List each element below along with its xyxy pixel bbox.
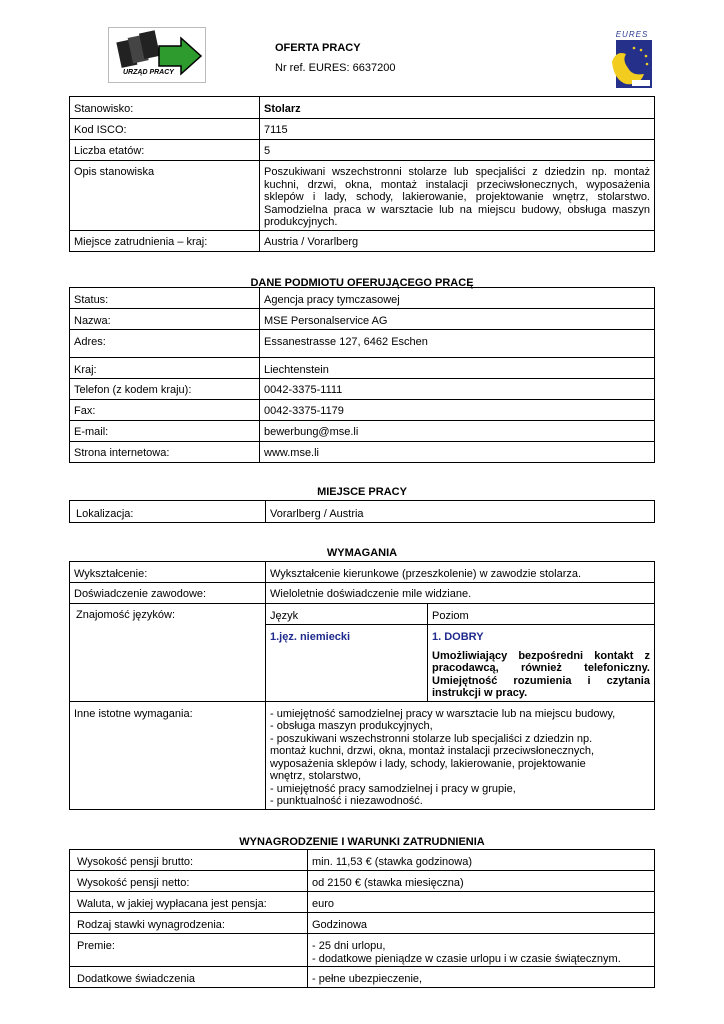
table-row: [70, 913, 655, 934]
table-row: [70, 230, 655, 251]
eures-logo: [610, 30, 654, 92]
location-label: Lokalizacja:: [70, 501, 266, 523]
bonus-label: Premie:: [70, 934, 308, 967]
requirements-heading: WYMAGANIA: [326, 547, 398, 559]
table-row: [70, 421, 655, 442]
fax-value: 0042-3375-1179: [260, 400, 655, 421]
gross-salary-value: min. 11,53 € (stawka godzinowa): [308, 850, 655, 871]
requirements-table: [69, 561, 655, 810]
table-row: [70, 400, 655, 421]
table-row: [70, 701, 655, 809]
rate-type-value: Godzinowa: [308, 913, 655, 934]
salary-table: [69, 849, 655, 988]
table-row: [70, 967, 655, 988]
fax-label: Fax:: [70, 400, 260, 421]
description-label: Opis stanowiska: [70, 161, 260, 231]
table-row: [70, 442, 655, 463]
level-column-header: Poziom: [428, 604, 655, 625]
eures-logo-text: EURES: [615, 30, 649, 39]
eures-logo-graphic: [610, 40, 654, 92]
language-value: 1.jęz. niemiecki: [266, 625, 428, 702]
status-value: Agencja pracy tymczasowej: [260, 288, 655, 309]
employer-country-label: Kraj:: [70, 358, 260, 379]
list-item: - 25 dni urlopu,: [312, 940, 386, 952]
language-column-header: Język: [266, 604, 428, 625]
position-value: Stolarz: [260, 97, 655, 119]
currency-value: euro: [308, 892, 655, 913]
experience-value: Wieloletnie doświadczenie mile widziane.: [266, 583, 655, 604]
offer-title: OFERTA PRACY: [275, 42, 361, 54]
list-item: - umiejętność samodzielnej pracy w warsztacie lub na miejscu budowy,: [270, 707, 616, 720]
country-label: Miejsce zatrudnienia – kraj:: [70, 230, 260, 251]
list-item: montaż kuchni, drzwi, okna, montaż instalacji przeciwsłonecznych,: [270, 745, 595, 757]
positions-count-label: Liczba etatów:: [70, 140, 260, 161]
description-value: Poszukiwani wszechstronni stolarze lub specjaliści z dziedzin np. montaż kuchni, drzwi, okna, montaż instalacji przeciwsłonecznych, wyposażenia sklepów i lady, schody, lakierowanie, projektowanie wnętrz, stolarstwo. Samodzielna praca w warsztacie lub na miejscu budowy, obsługa maszyn produkcyjnych.: [260, 161, 655, 231]
benefits-value: - pełne ubezpieczenie,: [308, 967, 655, 988]
table-row: [70, 140, 655, 161]
table-row: [70, 871, 655, 892]
table-row: [70, 309, 655, 330]
website-label: Strona internetowa:: [70, 442, 260, 463]
email-value: bewerbung@mse.li: [260, 421, 655, 442]
table-row: [70, 604, 655, 625]
rate-type-label: Rodzaj stawki wynagrodzenia:: [70, 913, 308, 934]
isco-value: 7115: [260, 119, 655, 140]
name-value: MSE Personalservice AG: [260, 309, 655, 330]
table-row: [70, 562, 655, 583]
isco-label: Kod ISCO:: [70, 119, 260, 140]
urzad-pracy-logo-text: URZĄD PRACY: [123, 69, 174, 76]
table-row: [70, 501, 655, 523]
position-table: [69, 96, 655, 252]
salary-heading: WYNAGRODZENIE I WARUNKI ZATRUDNIENIA: [239, 836, 485, 848]
table-row: [70, 379, 655, 400]
list-item: - obsługa maszyn produkcyjnych,: [270, 720, 433, 732]
workplace-heading: MIEJSCE PRACY: [317, 486, 407, 498]
email-label: E-mail:: [70, 421, 260, 442]
net-salary-value: od 2150 € (stawka miesięczna): [308, 871, 655, 892]
urzad-pracy-logo: [108, 27, 206, 83]
bonus-value: [308, 934, 655, 967]
table-row: [70, 288, 655, 309]
level-description: Umożliwiający bezpośredni kontakt z pracodawcą, również telefoniczny. Umiejętność rozumienia i czytania instrukcji w pracy.: [428, 646, 655, 702]
other-requirements-value: [266, 701, 655, 809]
table-row: [70, 97, 655, 119]
list-item: wnętrz, stolarstwo,: [270, 770, 362, 782]
address-label: Adres:: [70, 330, 260, 358]
education-value: Wykształcenie kierunkowe (przeszkolenie) w zawodzie stolarza.: [266, 562, 655, 583]
other-requirements-label: Inne istotne wymagania:: [70, 701, 266, 809]
employer-heading: DANE PODMIOTU OFERUJĄCEGO PRACĘ: [250, 277, 474, 289]
table-row: [70, 119, 655, 140]
benefits-label: Dodatkowe świadczenia: [70, 967, 308, 988]
list-item: - poszukiwani wszechstronni stolarze lub specjaliści z dziedzin np.: [270, 732, 593, 745]
employer-country-value: Liechtenstein: [260, 358, 655, 379]
experience-label: Doświadczenie zawodowe:: [70, 583, 266, 604]
phone-value: 0042-3375-1111: [260, 379, 655, 400]
table-row: [70, 358, 655, 379]
currency-label: Waluta, w jakiej wypłacana jest pensja:: [70, 892, 308, 913]
table-row: [70, 161, 655, 231]
table-row: [70, 850, 655, 871]
position-label: Stanowisko:: [70, 97, 260, 119]
table-row: [70, 892, 655, 913]
location-value: Vorarlberg / Austria: [266, 501, 655, 523]
list-item: - dodatkowe pieniądze w czasie urlopu i w czasie świątecznym.: [312, 952, 621, 965]
employer-table: [69, 287, 655, 463]
phone-label: Telefon (z kodem kraju):: [70, 379, 260, 400]
net-salary-label: Wysokość pensji netto:: [70, 871, 308, 892]
table-row: [70, 330, 655, 358]
list-item: - umiejętność pracy samodzielnej i pracy w grupie,: [270, 782, 516, 795]
list-item: wyposażenia sklepów i lady, schody, lakierowanie, projektowanie: [270, 757, 586, 770]
address-value: Essanestrasse 127, 6462 Eschen: [260, 330, 655, 358]
offer-reference: Nr ref. EURES: 6637200: [275, 62, 396, 74]
level-value: 1. DOBRY: [428, 625, 655, 646]
table-row: [70, 583, 655, 604]
name-label: Nazwa:: [70, 309, 260, 330]
website-value: www.mse.li: [260, 442, 655, 463]
country-value: Austria / Vorarlberg: [260, 230, 655, 251]
workplace-table: [69, 500, 655, 523]
table-row: [70, 934, 655, 967]
list-item: - punktualność i niezawodność.: [270, 795, 423, 807]
education-label: Wykształcenie:: [70, 562, 266, 583]
gross-salary-label: Wysokość pensji brutto:: [70, 850, 308, 871]
status-label: Status:: [70, 288, 260, 309]
positions-count-value: 5: [260, 140, 655, 161]
languages-label: Znajomość języków:: [70, 604, 266, 702]
